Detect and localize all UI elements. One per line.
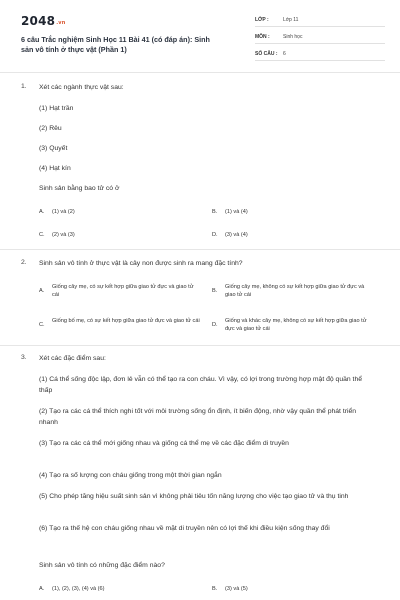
option-text: Giống cây mẹ, có sự kết hợp giữa giao tử đực và giao tử cái [52,284,194,298]
list-item: (4) Hạt kín [39,165,71,172]
answer-option-b[interactable] [212,585,377,594]
site-logo[interactable] [21,14,66,28]
question-prompt: Sinh sản bằng bao tử có ở [39,185,120,192]
logo-domain: .vn [56,20,66,26]
answer-option-a[interactable] [39,208,204,217]
answer-option-c[interactable] [39,231,204,240]
answer-option-d[interactable] [212,231,377,240]
list-item: (5) Cho phép tăng hiệu suất sinh sản vì không phải tiêu tốn năng lượng cho việc tạo giao tử và thụ tinh [39,493,349,500]
meta-value: Sinh học [283,34,303,40]
option-letter: A. [39,586,45,592]
option-letter: D. [212,232,218,238]
option-text: (2) và (3) [52,232,75,238]
meta-value: 6 [283,51,286,57]
answer-option-b[interactable] [212,283,382,301]
option-text: Giống và khác cây mẹ, không có sự kết hợp giữa giao tử đực và giao tử cái [225,318,367,332]
document-meta [255,14,385,65]
option-text: (3) và (4) [225,232,248,238]
answer-option-a[interactable] [39,283,209,301]
question-prompt: Sinh sản vô tính có những đặc điểm nào? [39,562,165,569]
header-divider [0,72,400,73]
option-letter: A. [39,288,45,294]
logo-text: 2048 [21,14,56,28]
question-divider [0,249,400,250]
answer-option-b[interactable] [212,208,377,217]
option-letter: C. [39,322,45,328]
meta-label: LỚP : [255,17,269,23]
list-item: (1) Hạt trần [39,105,74,112]
list-item: (2) Tạo ra các cá thể thích nghi tốt với môi trường sống ổn định, ít biến động, nhờ vậy quần thể phát triển nhanh [39,408,357,426]
question-text: Xét các ngành thực vật sau: [39,84,124,91]
list-item: (2) Rêu [39,125,62,132]
option-letter: B. [212,586,218,592]
option-text: (1), (2), (3), (4) và (6) [52,586,105,592]
question-text: Xét các đặc điểm sau: [39,355,106,362]
question-divider [0,345,400,346]
list-item: (4) Tạo ra số lượng con cháu giống trong một thời gian ngắn [39,472,222,479]
document-header [0,0,400,72]
meta-row-subject [255,31,385,44]
option-text: (1) và (2) [52,209,75,215]
question-number: 3. [21,354,27,361]
option-letter: C. [39,232,45,238]
option-letter: B. [212,288,218,294]
option-letter: D. [212,322,218,328]
document-title: 6 câu Trắc nghiệm Sinh Học 11 Bài 41 (có đáp án): Sinh sản vô tính ở thực vật (Phần 1) [21,35,210,54]
option-text: (3) và (5) [225,586,248,592]
answer-option-a[interactable] [39,585,204,594]
answer-option-d[interactable] [212,317,382,335]
option-text: Giống bố mẹ, có sự kết hợp giữa giao tử đực và giao tử cái [52,318,200,324]
list-item: (1) Cá thể sống độc lập, đơn lẻ vẫn có thể tạo ra con cháu. Vì vậy, có lợi trong trường hợp mật độ quần thể thấp [39,376,363,394]
option-letter: A. [39,209,45,215]
meta-row-class [255,14,385,27]
question-text: Sinh sản vô tính ở thực vật là cây non được sinh ra mang đặc tính? [39,260,243,267]
meta-label: MÔN : [255,34,270,40]
option-text: Giống cây mẹ, không có sự kết hợp giữa giao tử đực và giao tử cái [225,284,365,298]
question-number: 1. [21,83,27,90]
answer-option-c[interactable] [39,317,209,335]
meta-label: SỐ CÂU : [255,51,278,57]
list-item: (6) Tạo ra thế hệ con cháu giống nhau về mặt di truyền nên có lợi thế khi điều kiện sống thay đổi [39,525,330,532]
meta-value: Lớp 11 [283,17,299,23]
question-number: 2. [21,259,27,266]
option-text: (1) và (4) [225,209,248,215]
meta-row-count [255,48,385,61]
option-letter: B. [212,209,218,215]
list-item: (3) Quyết [39,145,68,152]
list-item: (3) Tạo ra các cá thể mới giống nhau và giống cá thể mẹ về các đặc điểm di truyền [39,440,289,447]
